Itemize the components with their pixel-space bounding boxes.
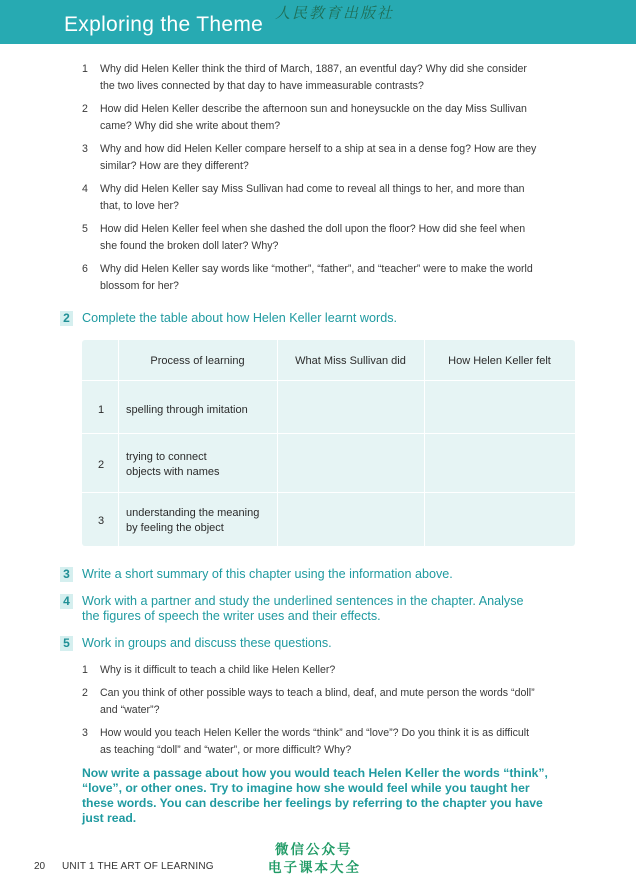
table-cell-empty[interactable] — [278, 434, 424, 492]
table-cell-line: trying to connect — [126, 451, 207, 463]
table-cell-process: spelling through imitation — [126, 404, 248, 416]
publisher-stamp: 人民教育出版社 — [275, 4, 395, 22]
table-header-sullivan: What Miss Sullivan did — [295, 355, 406, 367]
question-number: 1 — [82, 664, 88, 676]
task-instruction: the figures of speech the writer uses and their effects. — [82, 609, 381, 623]
page-number: 20 — [34, 861, 46, 872]
table-cell-empty[interactable] — [278, 493, 424, 546]
table-header-process: Process of learning — [150, 355, 245, 367]
task-number-badge: 3 — [60, 567, 73, 582]
table-row-number: 2 — [98, 459, 105, 471]
question-text: came? Why did she write about them? — [100, 120, 281, 132]
question-text: as teaching “doll” and “water”, or more difficult? Why? — [100, 744, 352, 756]
writing-line: just read. — [82, 811, 137, 825]
question-text: Why did Helen Keller say Miss Sullivan had come to reveal all things to her, and more than — [100, 183, 525, 195]
question-text: she found the broken doll later? Why? — [100, 240, 279, 252]
writing-task — [82, 766, 582, 826]
watermark-line: 微信公众号 — [275, 842, 353, 858]
question-text: Why and how did Helen Keller compare herself to a ship at sea in a dense fog? How are they — [100, 143, 537, 155]
question-number: 2 — [82, 687, 88, 699]
question-number: 2 — [82, 103, 88, 115]
question-number: 5 — [82, 223, 88, 235]
question-text: the two lives connected by that day to have immeasurable contrasts? — [100, 80, 424, 92]
question-number: 4 — [82, 183, 88, 195]
writing-line: “love”, or other ones. Try to imagine how she would feel while you taught her — [82, 781, 530, 795]
table-cell-process — [126, 450, 220, 480]
question-text: similar? How are they different? — [100, 160, 249, 172]
table-cell-empty[interactable] — [425, 434, 575, 492]
question-text: Can you think of other possible ways to teach a blind, deaf, and mute person the words “doll” — [100, 687, 535, 699]
header-bar — [0, 0, 636, 44]
task-instruction: Complete the table about how Helen Keller learnt words. — [82, 311, 398, 325]
question-text: that, to love her? — [100, 200, 179, 212]
task-instruction: Write a short summary of this chapter using the information above. — [82, 567, 453, 581]
table-cell-empty[interactable] — [278, 381, 424, 433]
question-number: 3 — [82, 727, 88, 739]
table-cell-process — [126, 506, 259, 536]
writing-line: Now write a passage about how you would teach Helen Keller the words “think”, — [82, 766, 548, 780]
question-text: How did Helen Keller describe the afternoon sun and honeysuckle on the day Miss Sullivan — [100, 103, 527, 115]
table-cell-line: by feeling the object — [126, 522, 224, 534]
question-text: How would you teach Helen Keller the words “think” and “love”? Do you think it is as difficult — [100, 727, 530, 739]
question-text: blossom for her? — [100, 280, 179, 292]
question-number: 1 — [82, 63, 88, 75]
writing-line: these words. You can describe her feelings by referring to the chapter you have — [82, 796, 543, 810]
question-text: How did Helen Keller feel when she dashed the doll upon the floor? How did she feel when — [100, 223, 526, 235]
table-row-number: 1 — [98, 404, 105, 416]
table-cell-empty[interactable] — [425, 493, 575, 546]
question-text: Why is it difficult to teach a child like Helen Keller? — [100, 664, 336, 676]
table-header-keller: How Helen Keller felt — [448, 355, 551, 367]
table-cell-line: understanding the meaning — [126, 507, 260, 519]
table-cell-empty[interactable] — [425, 381, 575, 433]
unit-label: UNIT 1 THE ART OF LEARNING — [62, 861, 214, 872]
question-text: Why did Helen Keller think the third of March, 1887, an eventful day? Why did she consider — [100, 63, 527, 75]
task-instruction: Work with a partner and study the underlined sentences in the chapter. Analyse — [82, 594, 524, 608]
question-number: 6 — [82, 263, 88, 275]
question-number: 3 — [82, 143, 88, 155]
question-text: and “water”? — [100, 704, 160, 716]
task-number-badge: 2 — [60, 311, 73, 326]
question-text: Why did Helen Keller say words like “mother”, “father”, and “teacher” were to make the world — [100, 263, 533, 275]
watermark-line: 电子课本大全 — [268, 860, 361, 876]
learning-table — [82, 340, 575, 546]
task-instruction: Work in groups and discuss these questions. — [82, 636, 332, 650]
task-number-badge: 4 — [60, 594, 73, 609]
task-number-badge: 5 — [60, 636, 73, 651]
page-title: Exploring the Theme — [64, 13, 264, 36]
table-cell-line: objects with names — [126, 466, 220, 478]
table-row-number: 3 — [98, 515, 105, 527]
